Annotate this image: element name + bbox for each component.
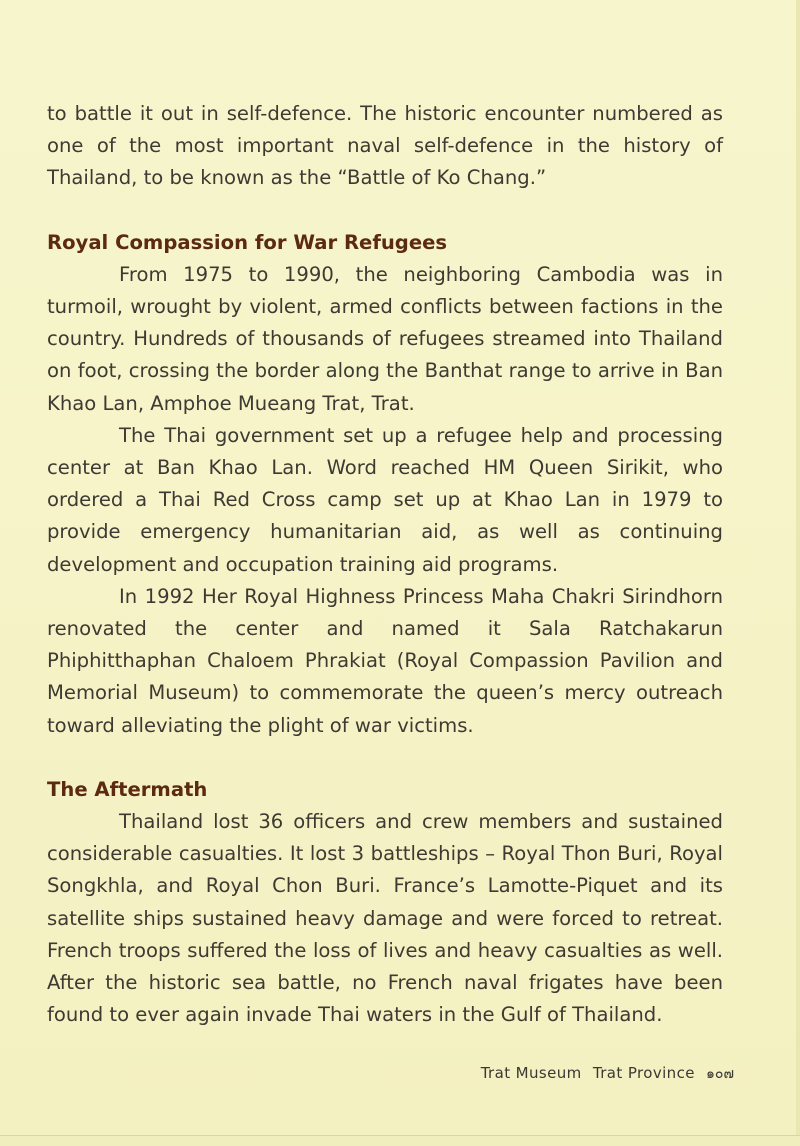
section-heading-aftermath: The Aftermath [47, 777, 208, 801]
page-edge [796, 0, 800, 1146]
footer-province: Trat Province [592, 1064, 695, 1082]
intro-paragraph: to battle it out in self-defence. The historic encounter numbered as one of the most important naval self-defence in the history of Thailand, to be known as the “Battle of Ko Chang.” [47, 102, 723, 190]
page-footer [475, 1063, 734, 1085]
section-gap [47, 195, 723, 227]
aftermath-paragraph-1: Thailand lost 36 officers and crew members and sustained considerable casualties. It lost 3 battleships – Royal Thon Buri, Royal Songkhla, and Royal Chon Buri. France’s Lamotte-Piquet and its satellite ships sustained heavy damage and were forced to retreat. French troops suffered the loss of lives and heavy casualties as well. After the historic sea battle, no French naval frigates have been found to ever again invade Thai waters in the Gulf of Thailand. [47, 810, 723, 1027]
page-content [47, 98, 723, 1031]
section-heading-refugees: Royal Compassion for War Refugees [47, 230, 448, 254]
footer-museum: Trat Museum [480, 1064, 582, 1082]
refugees-paragraph-1: From 1975 to 1990, the neighboring Cambodia was in turmoil, wrought by violent, armed conflicts between factions in the country. Hundreds of thousands of refugees streamed into Thailand on foot, crossing the border along the Banthat range to arrive in Ban Khao Lan, Amphoe Mueang Trat, Trat. [47, 262, 723, 415]
page-number: ๑๐๗ [706, 1066, 734, 1082]
section-gap [47, 742, 723, 774]
refugees-paragraph-2: The Thai government set up a refugee help and processing center at Ban Khao Lan. Word reached HM Queen Sirikit, who ordered a Thai Red Cross camp set up at Khao Lan in 1979 to provide emergency humanitarian aid, as well as continuing development and occupation training aid programs. [47, 423, 723, 576]
refugees-paragraph-3: In 1992 Her Royal Highness Princess Maha Chakri Sirindhorn renovated the center and named it Sala Ratchakarun Phiphitthaphan Chaloem Phrakiat (Royal Compassion Pavilion and Memorial Museum) to commemorate the queen’s mercy outreach toward alleviating the plight of war victims. [47, 584, 723, 737]
